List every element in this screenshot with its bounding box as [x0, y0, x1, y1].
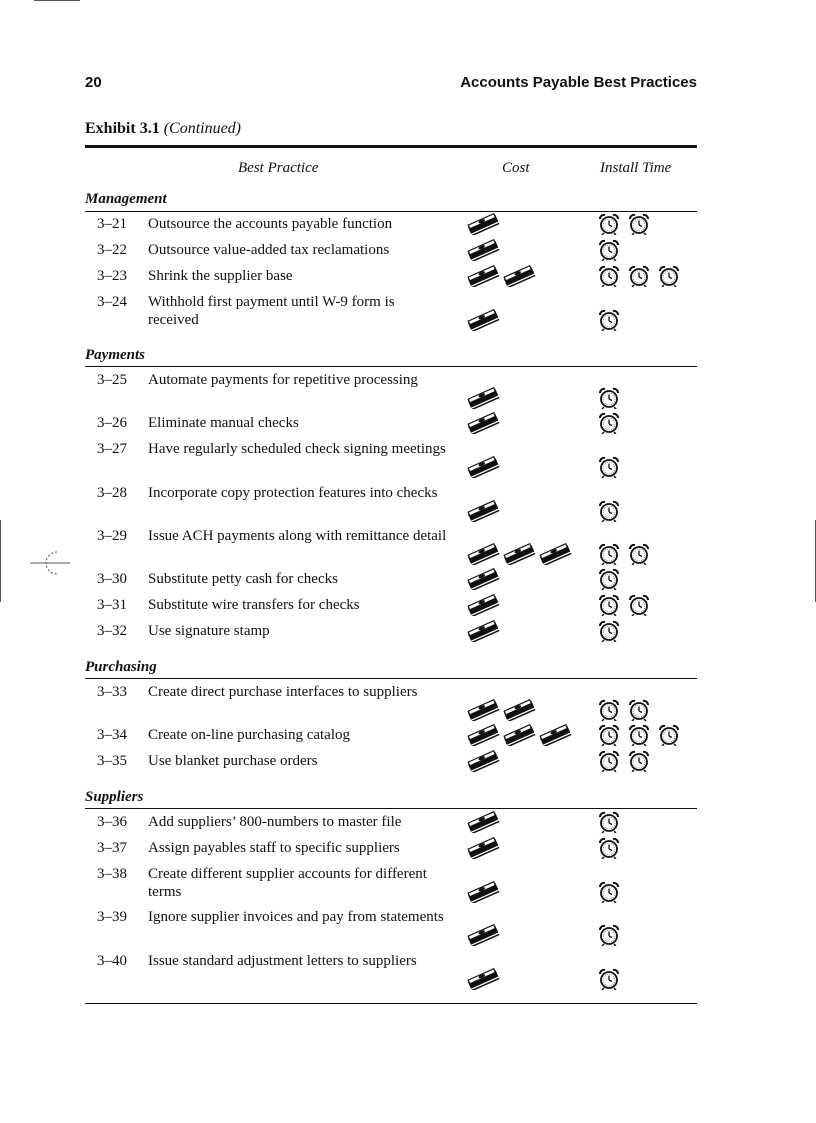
- install-time-rating: [598, 456, 620, 478]
- section-heading: Payments: [85, 347, 145, 363]
- practice-number: 3–31: [97, 597, 127, 613]
- practice-number: 3–25: [97, 372, 127, 388]
- alarm-clock-icon: [598, 412, 620, 434]
- alarm-clock-icon: [598, 620, 620, 642]
- practice-number: 3–26: [97, 415, 127, 431]
- alarm-clock-icon: [598, 568, 620, 590]
- alarm-clock-icon: [598, 811, 620, 833]
- cost-rating: [466, 620, 500, 642]
- practice-text: Create direct purchase interfaces to suppliers: [148, 684, 418, 700]
- practice-text: Have regularly scheduled check signing meetings: [148, 441, 446, 457]
- install-time-rating: [598, 724, 680, 746]
- exhibit-continued: (Continued): [163, 120, 242, 137]
- money-stack-icon: [466, 837, 500, 859]
- money-stack-icon: [466, 387, 500, 409]
- money-stack-icon: [502, 724, 536, 746]
- practice-number: 3–32: [97, 623, 127, 639]
- cost-rating: [466, 500, 500, 522]
- practice-number: 3–39: [97, 909, 127, 925]
- section-heading: Suppliers: [85, 789, 144, 805]
- practice-text: Assign payables staff to specific suppliers: [148, 840, 400, 856]
- install-time-rating: [598, 750, 650, 772]
- install-time-rating: [598, 924, 620, 946]
- alarm-clock-icon: [598, 594, 620, 616]
- install-time-rating: [598, 568, 620, 590]
- cost-rating: [466, 309, 500, 331]
- practice-number: 3–22: [97, 242, 127, 258]
- practice-text: Withhold first payment until W-9 form is received: [148, 294, 395, 328]
- alarm-clock-icon: [628, 594, 650, 616]
- alarm-clock-icon: [598, 924, 620, 946]
- cost-rating: [466, 456, 500, 478]
- money-stack-icon: [502, 265, 536, 287]
- alarm-clock-icon: [658, 724, 680, 746]
- cost-rating: [466, 881, 500, 903]
- cost-rating: [466, 811, 500, 833]
- cost-rating: [466, 412, 500, 434]
- section-rule: [85, 808, 697, 809]
- cost-rating: [466, 699, 536, 721]
- practice-number: 3–30: [97, 571, 127, 587]
- money-stack-icon: [466, 309, 500, 331]
- crop-mark-top: [34, 0, 80, 1]
- practice-number: 3–34: [97, 727, 127, 743]
- practice-text: Outsource the accounts payable function: [148, 216, 393, 232]
- alarm-clock-icon: [598, 543, 620, 565]
- practice-text: Create different supplier accounts for different terms: [148, 866, 427, 900]
- practice-text: Use signature stamp: [148, 623, 270, 639]
- alarm-clock-icon: [598, 837, 620, 859]
- money-stack-icon: [502, 543, 536, 565]
- money-stack-icon: [466, 265, 500, 287]
- alarm-clock-icon: [628, 543, 650, 565]
- money-stack-icon: [466, 881, 500, 903]
- alarm-clock-icon: [598, 239, 620, 261]
- practice-number: 3–40: [97, 953, 127, 969]
- install-time-rating: [598, 213, 650, 235]
- money-stack-icon: [466, 620, 500, 642]
- money-stack-icon: [466, 213, 500, 235]
- cost-rating: [466, 543, 572, 565]
- cost-rating: [466, 387, 500, 409]
- practice-text: Create on-line purchasing catalog: [148, 727, 351, 743]
- practice-text: Add suppliers’ 800-numbers to master file: [148, 814, 402, 830]
- money-stack-icon: [502, 699, 536, 721]
- money-stack-icon: [466, 968, 500, 990]
- practice-text: Automate payments for repetitive processing: [148, 372, 418, 388]
- alarm-clock-icon: [628, 724, 650, 746]
- install-time-rating: [598, 387, 620, 409]
- column-header-practice: Best Practice: [238, 160, 319, 176]
- cost-rating: [466, 924, 500, 946]
- alarm-clock-icon: [628, 699, 650, 721]
- running-head: Accounts Payable Best Practices: [460, 74, 697, 91]
- alarm-clock-icon: [598, 968, 620, 990]
- practice-text: Shrink the supplier base: [148, 268, 293, 284]
- cost-rating: [466, 968, 500, 990]
- practice-number: 3–37: [97, 840, 127, 856]
- install-time-rating: [598, 500, 620, 522]
- cost-rating: [466, 594, 500, 616]
- alarm-clock-icon: [598, 750, 620, 772]
- money-stack-icon: [466, 500, 500, 522]
- section-rule: [85, 678, 697, 679]
- practice-text: Incorporate copy protection features into checks: [148, 485, 438, 501]
- exhibit-title: [85, 120, 241, 138]
- install-time-rating: [598, 594, 650, 616]
- alarm-clock-icon: [598, 881, 620, 903]
- section-heading: Purchasing: [85, 659, 157, 675]
- section-rule: [85, 366, 697, 367]
- practice-number: 3–29: [97, 528, 127, 544]
- cost-rating: [466, 213, 500, 235]
- install-time-rating: [598, 620, 620, 642]
- alarm-clock-icon: [598, 387, 620, 409]
- cost-rating: [466, 568, 500, 590]
- alarm-clock-icon: [598, 456, 620, 478]
- install-time-rating: [598, 543, 650, 565]
- exhibit-label: Exhibit 3.1: [85, 120, 160, 137]
- install-time-rating: [598, 811, 620, 833]
- install-time-rating: [598, 239, 620, 261]
- install-time-rating: [598, 699, 650, 721]
- cost-rating: [466, 724, 572, 746]
- practice-number: 3–21: [97, 216, 127, 232]
- practice-number: 3–38: [97, 866, 127, 882]
- cost-rating: [466, 239, 500, 261]
- money-stack-icon: [466, 568, 500, 590]
- column-header-install-time: Install Time: [600, 160, 672, 176]
- install-time-rating: [598, 881, 620, 903]
- money-stack-icon: [466, 924, 500, 946]
- practice-number: 3–28: [97, 485, 127, 501]
- money-stack-icon: [466, 750, 500, 772]
- practice-number: 3–27: [97, 441, 127, 457]
- alarm-clock-icon: [598, 265, 620, 287]
- alarm-clock-icon: [628, 265, 650, 287]
- table-top-rule: [85, 145, 697, 148]
- practice-number: 3–35: [97, 753, 127, 769]
- alarm-clock-icon: [598, 213, 620, 235]
- practice-text: Substitute wire transfers for checks: [148, 597, 360, 613]
- money-stack-icon: [538, 724, 572, 746]
- registration-mark-icon: [30, 548, 70, 578]
- alarm-clock-icon: [658, 265, 680, 287]
- alarm-clock-icon: [598, 724, 620, 746]
- alarm-clock-icon: [628, 213, 650, 235]
- install-time-rating: [598, 968, 620, 990]
- practice-text: Ignore supplier invoices and pay from statements: [148, 909, 444, 925]
- money-stack-icon: [466, 699, 500, 721]
- practice-text: Issue standard adjustment letters to suppliers: [148, 953, 417, 969]
- practice-text: Issue ACH payments along with remittance detail: [148, 528, 447, 544]
- table-bottom-rule: [85, 1003, 697, 1004]
- install-time-rating: [598, 412, 620, 434]
- practice-text: Use blanket purchase orders: [148, 753, 318, 769]
- alarm-clock-icon: [598, 699, 620, 721]
- install-time-rating: [598, 837, 620, 859]
- install-time-rating: [598, 309, 620, 331]
- money-stack-icon: [466, 811, 500, 833]
- practice-number: 3–24: [97, 294, 127, 310]
- money-stack-icon: [466, 456, 500, 478]
- cost-rating: [466, 837, 500, 859]
- section-heading: Management: [85, 191, 167, 207]
- crop-mark-left: [0, 520, 1, 602]
- section-rule: [85, 211, 697, 212]
- money-stack-icon: [466, 724, 500, 746]
- alarm-clock-icon: [598, 500, 620, 522]
- money-stack-icon: [466, 412, 500, 434]
- money-stack-icon: [466, 543, 500, 565]
- cost-rating: [466, 750, 500, 772]
- money-stack-icon: [466, 239, 500, 261]
- practice-number: 3–23: [97, 268, 127, 284]
- practice-number: 3–33: [97, 684, 127, 700]
- money-stack-icon: [538, 543, 572, 565]
- practice-text: Eliminate manual checks: [148, 415, 299, 431]
- practice-text: Substitute petty cash for checks: [148, 571, 338, 587]
- cost-rating: [466, 265, 536, 287]
- practice-text: Outsource value-added tax reclamations: [148, 242, 390, 258]
- column-header-cost: Cost: [502, 160, 530, 176]
- alarm-clock-icon: [598, 309, 620, 331]
- page-number: 20: [85, 74, 102, 91]
- alarm-clock-icon: [628, 750, 650, 772]
- practice-number: 3–36: [97, 814, 127, 830]
- money-stack-icon: [466, 594, 500, 616]
- install-time-rating: [598, 265, 680, 287]
